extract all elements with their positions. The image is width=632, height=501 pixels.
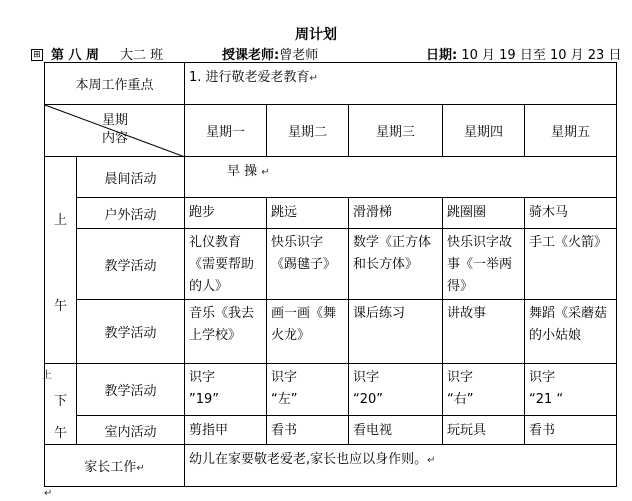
- corner-content-label: 内容: [101, 131, 128, 146]
- focus-row: [45, 63, 617, 105]
- afternoon-section-label: 上 下 午: [45, 364, 77, 445]
- table-cell[interactable]: 跳圈圈: [443, 198, 525, 229]
- outdoor-row: [45, 198, 617, 229]
- table-cell[interactable]: 看书: [267, 416, 349, 445]
- row-label-teaching: 教学活动: [77, 364, 185, 416]
- table-cell[interactable]: 礼仪教育《需要帮助的人》: [185, 229, 267, 300]
- table-cell[interactable]: 手工《火箭》: [525, 229, 617, 300]
- teaching-row-2: [45, 300, 617, 364]
- class-label: 大二 班: [120, 48, 164, 63]
- weekday-header-row: [45, 105, 617, 157]
- table-cell[interactable]: 快乐识字故事《一举两得》: [443, 229, 525, 300]
- table-cell[interactable]: 识字 “左”: [267, 364, 349, 416]
- table-cell[interactable]: 识字 ”19”: [185, 364, 267, 416]
- table-cell[interactable]: 骑木马: [525, 198, 617, 229]
- table-cell[interactable]: 音乐《我去上学校》: [185, 300, 267, 364]
- row-label-indoor: 室内活动: [77, 416, 185, 445]
- focus-label: 本周工作重点: [45, 63, 185, 105]
- table-cell[interactable]: 数学《正方体和长方体》: [349, 229, 443, 300]
- paragraph-mark-icon: ↵: [44, 488, 53, 499]
- teaching-row-1: [45, 229, 617, 300]
- table-cell[interactable]: 快乐识字《踢毽子》: [267, 229, 349, 300]
- date-info: 日期: 10 月 19 日至 10 月 23 日: [426, 48, 622, 63]
- row-label-teaching: 教学活动: [77, 229, 185, 300]
- teaching-row-3: [45, 364, 617, 416]
- table-cell[interactable]: 识字 “20”: [349, 364, 443, 416]
- table-cell[interactable]: 画一画《舞火龙》: [267, 300, 349, 364]
- row-label-outdoor: 户外活动: [77, 198, 185, 229]
- weekday-header: 星期二: [267, 105, 349, 157]
- table-cell[interactable]: 滑滑梯: [349, 198, 443, 229]
- corner-cell: [45, 105, 185, 157]
- corner-weekday-label: 星期: [101, 113, 128, 128]
- table-cell[interactable]: 识字 “21 “: [525, 364, 617, 416]
- weekday-header: 星期四: [443, 105, 525, 157]
- table-cell[interactable]: 看书: [525, 416, 617, 445]
- weekday-header: 星期一: [185, 105, 267, 157]
- table-cell[interactable]: 跑步: [185, 198, 267, 229]
- table-cell[interactable]: 识字 “右”: [443, 364, 525, 416]
- parents-text[interactable]: 幼儿在家要敬老爱老,家长也应以身作则。↵: [185, 445, 617, 487]
- focus-text[interactable]: 1. 进行敬老爱老教育↵: [185, 63, 617, 105]
- table-cell[interactable]: 看电视: [349, 416, 443, 445]
- table-cell[interactable]: 课后练习: [349, 300, 443, 364]
- table-cell[interactable]: 玩玩具: [443, 416, 525, 445]
- morning-section-label: 上 午: [45, 157, 77, 364]
- indoor-row: [45, 416, 617, 445]
- weekday-header: 星期三: [349, 105, 443, 157]
- table-cell[interactable]: 讲故事: [443, 300, 525, 364]
- parents-row: [45, 445, 617, 487]
- row-label-parents: 家长工作↵: [45, 445, 185, 487]
- row-label-morning-activity: 晨间活动: [77, 157, 185, 198]
- table-cell[interactable]: 剪指甲: [185, 416, 267, 445]
- table-cell[interactable]: 舞蹈《采蘑菇的小姑娘: [525, 300, 617, 364]
- morning-activity-text[interactable]: 早 操 ↵: [185, 157, 617, 198]
- row-label-teaching: 教学活动: [77, 300, 185, 364]
- table-cell[interactable]: 跳远: [267, 198, 349, 229]
- weekday-header: 星期五: [525, 105, 617, 157]
- document-title: 周计划: [295, 27, 337, 43]
- week-label: 第 八 周: [51, 48, 100, 63]
- morning-activity-row: [45, 157, 617, 198]
- teacher-info: 授课老师:曾老师: [222, 48, 319, 63]
- table-move-handle-icon[interactable]: ⊞: [31, 49, 43, 61]
- weekly-plan-table: [44, 62, 617, 487]
